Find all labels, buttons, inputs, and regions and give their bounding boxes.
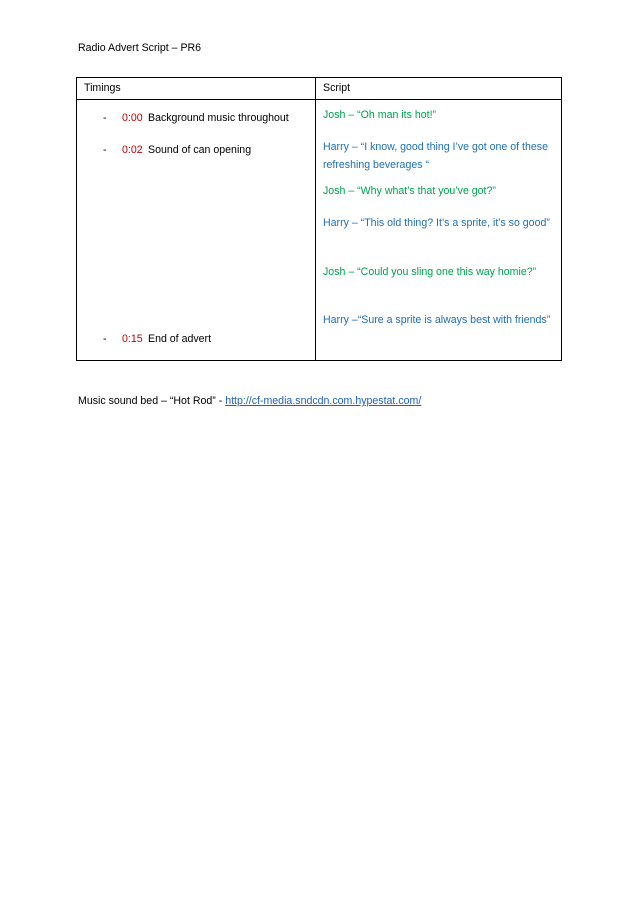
page-title: Radio Advert Script – PR6 — [78, 42, 202, 54]
music-sound-bed-label: Music sound bed – “Hot Rod” - — [78, 395, 226, 407]
column-divider — [315, 78, 316, 360]
timing-description: Sound of can opening — [148, 144, 252, 156]
timing-time: 0:15 — [122, 333, 143, 345]
script-header: Script — [323, 82, 351, 94]
timing-time: 0:02 — [122, 144, 143, 156]
bullet-dash: - — [103, 112, 107, 124]
script-line-josh: Josh – “Why what’s that you’ve got?” — [323, 185, 496, 197]
bullet-dash: - — [103, 333, 107, 345]
timing-description: Background music throughout — [148, 112, 289, 124]
script-line-josh: Josh – “Oh man its hot!” — [323, 109, 437, 121]
script-line-josh: Josh – “Could you sling one this way homie?” — [323, 266, 537, 278]
script-line-harry: Harry –“Sure a sprite is always best with friends” — [323, 314, 551, 326]
script-table — [76, 77, 562, 361]
music-link[interactable]: http://cf-media.sndcdn.com.hypestat.com/ — [225, 395, 422, 407]
timing-description: End of advert — [148, 333, 212, 345]
header-divider — [77, 99, 561, 100]
timing-time: 0:00 — [122, 112, 143, 124]
bullet-dash: - — [103, 144, 107, 156]
music-sound-bed — [78, 395, 421, 407]
script-line-harry: Harry – “I know, good thing I’ve got one of these refreshing beverages “ — [323, 141, 548, 171]
timings-header: Timings — [84, 82, 121, 94]
script-line-harry: Harry – “This old thing? It’s a sprite, it’s so good” — [323, 217, 550, 229]
